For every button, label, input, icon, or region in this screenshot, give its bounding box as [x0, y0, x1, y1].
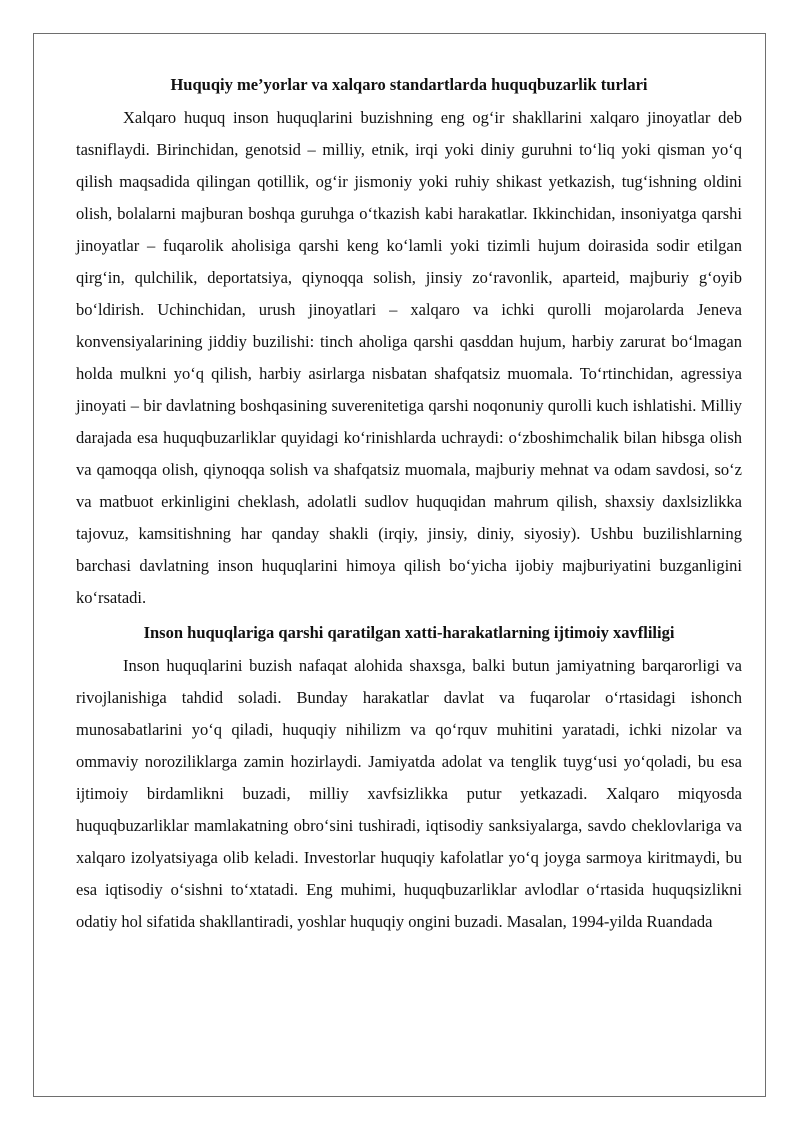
- paragraph-social-danger: Inson huquqlarini buzish nafaqat alohida shaxsga, balki butun jamiyatning barqarorligi va rivojlanishiga tahdid soladi. Bunday harakatlar davlat va fuqarolar o‘rtasidagi ishonch munosabatlarini yo‘q qiladi, huquqiy nihilizm va qo‘rquv muhitini yaratadi, ichki nizolar va ommaviy noroziliklarga zamin hozirlaydi. Jamiyatda adolat va tenglik tuyg‘usi yo‘qoladi, bu esa ijtimoiy birdamlikni buzadi, milliy xavfsizlikka putur yetkazadi. Xalqaro miqyosda huquqbuzarliklar mamlakatning obro‘sini tushiradi, iqtisodiy sanksiyalarga, savdo cheklovlariga va xalqaro izolyatsiyaga olib keladi. Investorlar huquqiy kafolatlar yo‘q joyga sarmoya kiritmaydi, bu esa iqtisodiy o‘sishni to‘xtatadi. Eng muhimi, huquqbuzarliklar avlodlar o‘rtasida huquqsizlikni odatiy hol sifatida shakllantiradi, yoshlar huquqiy ongini buzadi. Masalan, 1994-yilda Ruandada: [76, 656, 742, 931]
- document-body: [76, 70, 742, 938]
- paragraph-violation-types: Xalqaro huquq inson huquqlarini buzishning eng og‘ir shakllarini xalqaro jinoyatlar deb tasniflaydi. Birinchidan, genotsid – milliy, etnik, irqi yoki diniy guruhni to‘liq yoki qisman yo‘q qilish maqsadida qilingan qotillik, og‘ir jismoniy yoki ruhiy shikast yetkazish, tug‘ishning oldini olish, bolalarni majburan boshqa guruhga o‘tkazish kabi harakatlar. Ikkinchidan, insoniyatga qarshi jinoyatlar – fuqarolik aholisiga qarshi keng ko‘lamli yoki tizimli hujum doirasida sodir etilgan qirg‘in, qulchilik, deportatsiya, qiynoqqa solish, jinsiy zo‘ravonlik, aparteid, majburiy g‘oyib bo‘ldirish. Uchinchidan, urush jinoyatlari – xalqaro va ichki qurolli mojarolarda Jeneva konvensiyalarining jiddiy buzilishi: tinch aholiga qarshi qasddan hujum, harbiy zarurat bo‘lmagan holda mulkni yo‘q qilish, harbiy asirlarga nisbatan shafqatsiz muomala. To‘rtinchidan, agressiya jinoyati – bir davlatning boshqasining suverenitetiga qarshi noqonuniy qurolli kuch ishlatishi. Milliy darajada esa huquqbuzarliklar quyidagi ko‘rinishlarda uchraydi: o‘zboshimchalik bilan hibsga olish va qamoqqa olish, qiynoqqa solish va shafqatsiz muomala, majburiy mehnat va odam savdosi, so‘z va matbuot erkinligini cheklash, adolatli sudlov huquqidan mahrum qilish, shaxsiy daxlsizlikka tajovuz, kamsitishning har qanday shakli (irqiy, jinsiy, diniy, siyosiy). Ushbu buzilishlarning barchasi davlatning inson huquqlarini himoya qilish bo‘yicha ijobiy majburiyatini buzganligini ko‘rsatadi.: [76, 108, 742, 607]
- section-heading-legal-norms: Huquqiy me’yorlar va xalqaro standartlarda huquqbuzarlik turlari: [170, 75, 648, 94]
- section-heading-social-danger: Inson huquqlariga qarshi qaratilgan xatti-harakatlarning ijtimoiy xavfliligi: [143, 623, 675, 642]
